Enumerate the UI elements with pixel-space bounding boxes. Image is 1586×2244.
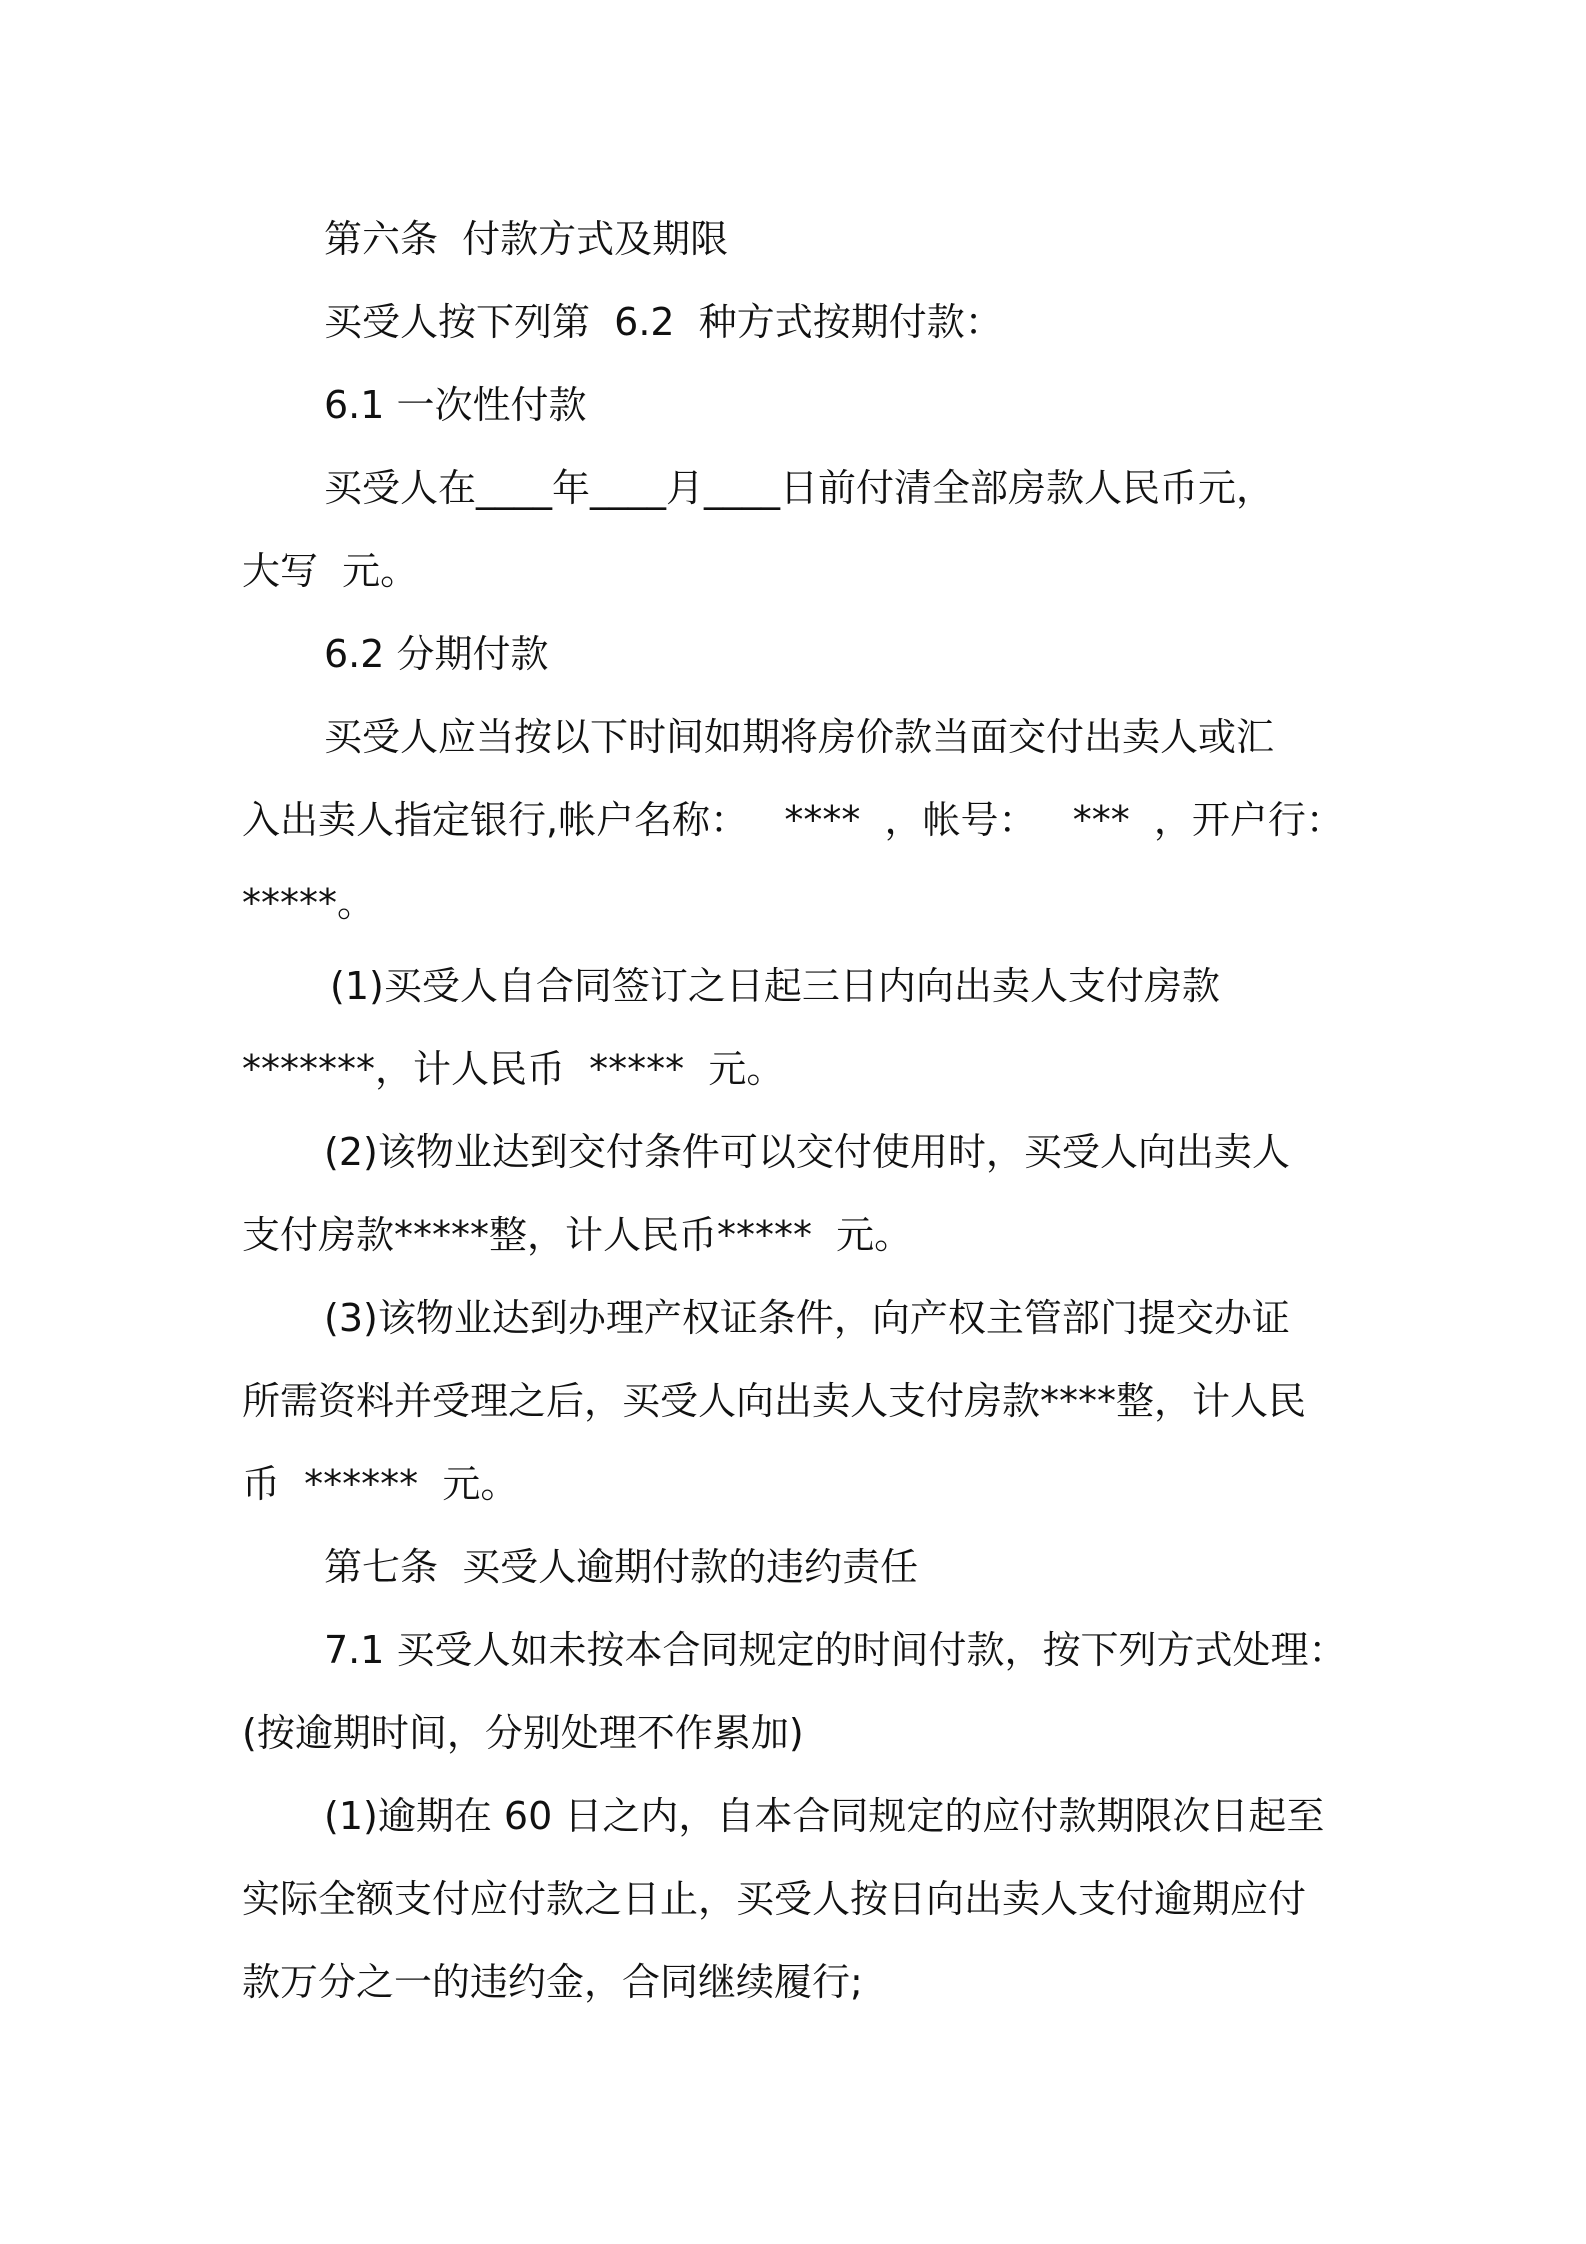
paragraph-line: 买受人应当按以下时间如期将房价款当面交付出卖人或汇 [324, 715, 1275, 759]
paragraph-line: 款万分之一的违约金，合同继续履行; [242, 1960, 863, 2004]
document-body [242, 198, 1354, 2024]
paragraph-line: 币 ****** 元。 [242, 1462, 519, 1506]
paragraph-line: *****。 [242, 881, 376, 925]
section-6-2-heading: 6.2 分期付款 [324, 632, 549, 676]
clause-1-line: (1)逾期在 60 日之内，自本合同规定的应付款期限次日起至 [324, 1794, 1325, 1838]
section-6-1-heading: 6.1 一次性付款 [324, 383, 587, 427]
paragraph-line: 大写 元。 [242, 549, 419, 593]
paragraph-line: 所需资料并受理之后，买受人向出卖人支付房款****整，计人民 [242, 1379, 1307, 1423]
article-6-heading: 第六条 付款方式及期限 [324, 217, 729, 261]
paragraph-line: 入出卖人指定银行,帐户名称： **** ，帐号： *** ，开户行： [242, 798, 1344, 842]
paragraph-line: 支付房款*****整，计人民币***** 元。 [242, 1213, 913, 1257]
clause-1-line: (1)买受人自合同签订之日起三日内向出卖人支付房款 [330, 964, 1220, 1008]
article-7-heading: 第七条 买受人逾期付款的违约责任 [324, 1545, 919, 1589]
clause-3-line: (3)该物业达到办理产权证条件，向产权主管部门提交办证 [324, 1296, 1290, 1340]
paragraph-line: *******，计人民币 ***** 元。 [242, 1047, 785, 1091]
section-7-1-line: 7.1 买受人如未按本合同规定的时间付款，按下列方式处理： [324, 1628, 1347, 1672]
paragraph-line: 买受人在____年____月____日前付清全部房款人民币元， [324, 466, 1275, 510]
paragraph-line: (按逾期时间，分别处理不作累加) [242, 1711, 804, 1755]
clause-2-line: (2)该物业达到交付条件可以交付使用时，买受人向出卖人 [324, 1130, 1290, 1174]
paragraph-line: 买受人按下列第 6.2 种方式按期付款： [324, 300, 1003, 344]
paragraph-line: 实际全额支付应付款之日止，买受人按日向出卖人支付逾期应付 [242, 1877, 1307, 1921]
